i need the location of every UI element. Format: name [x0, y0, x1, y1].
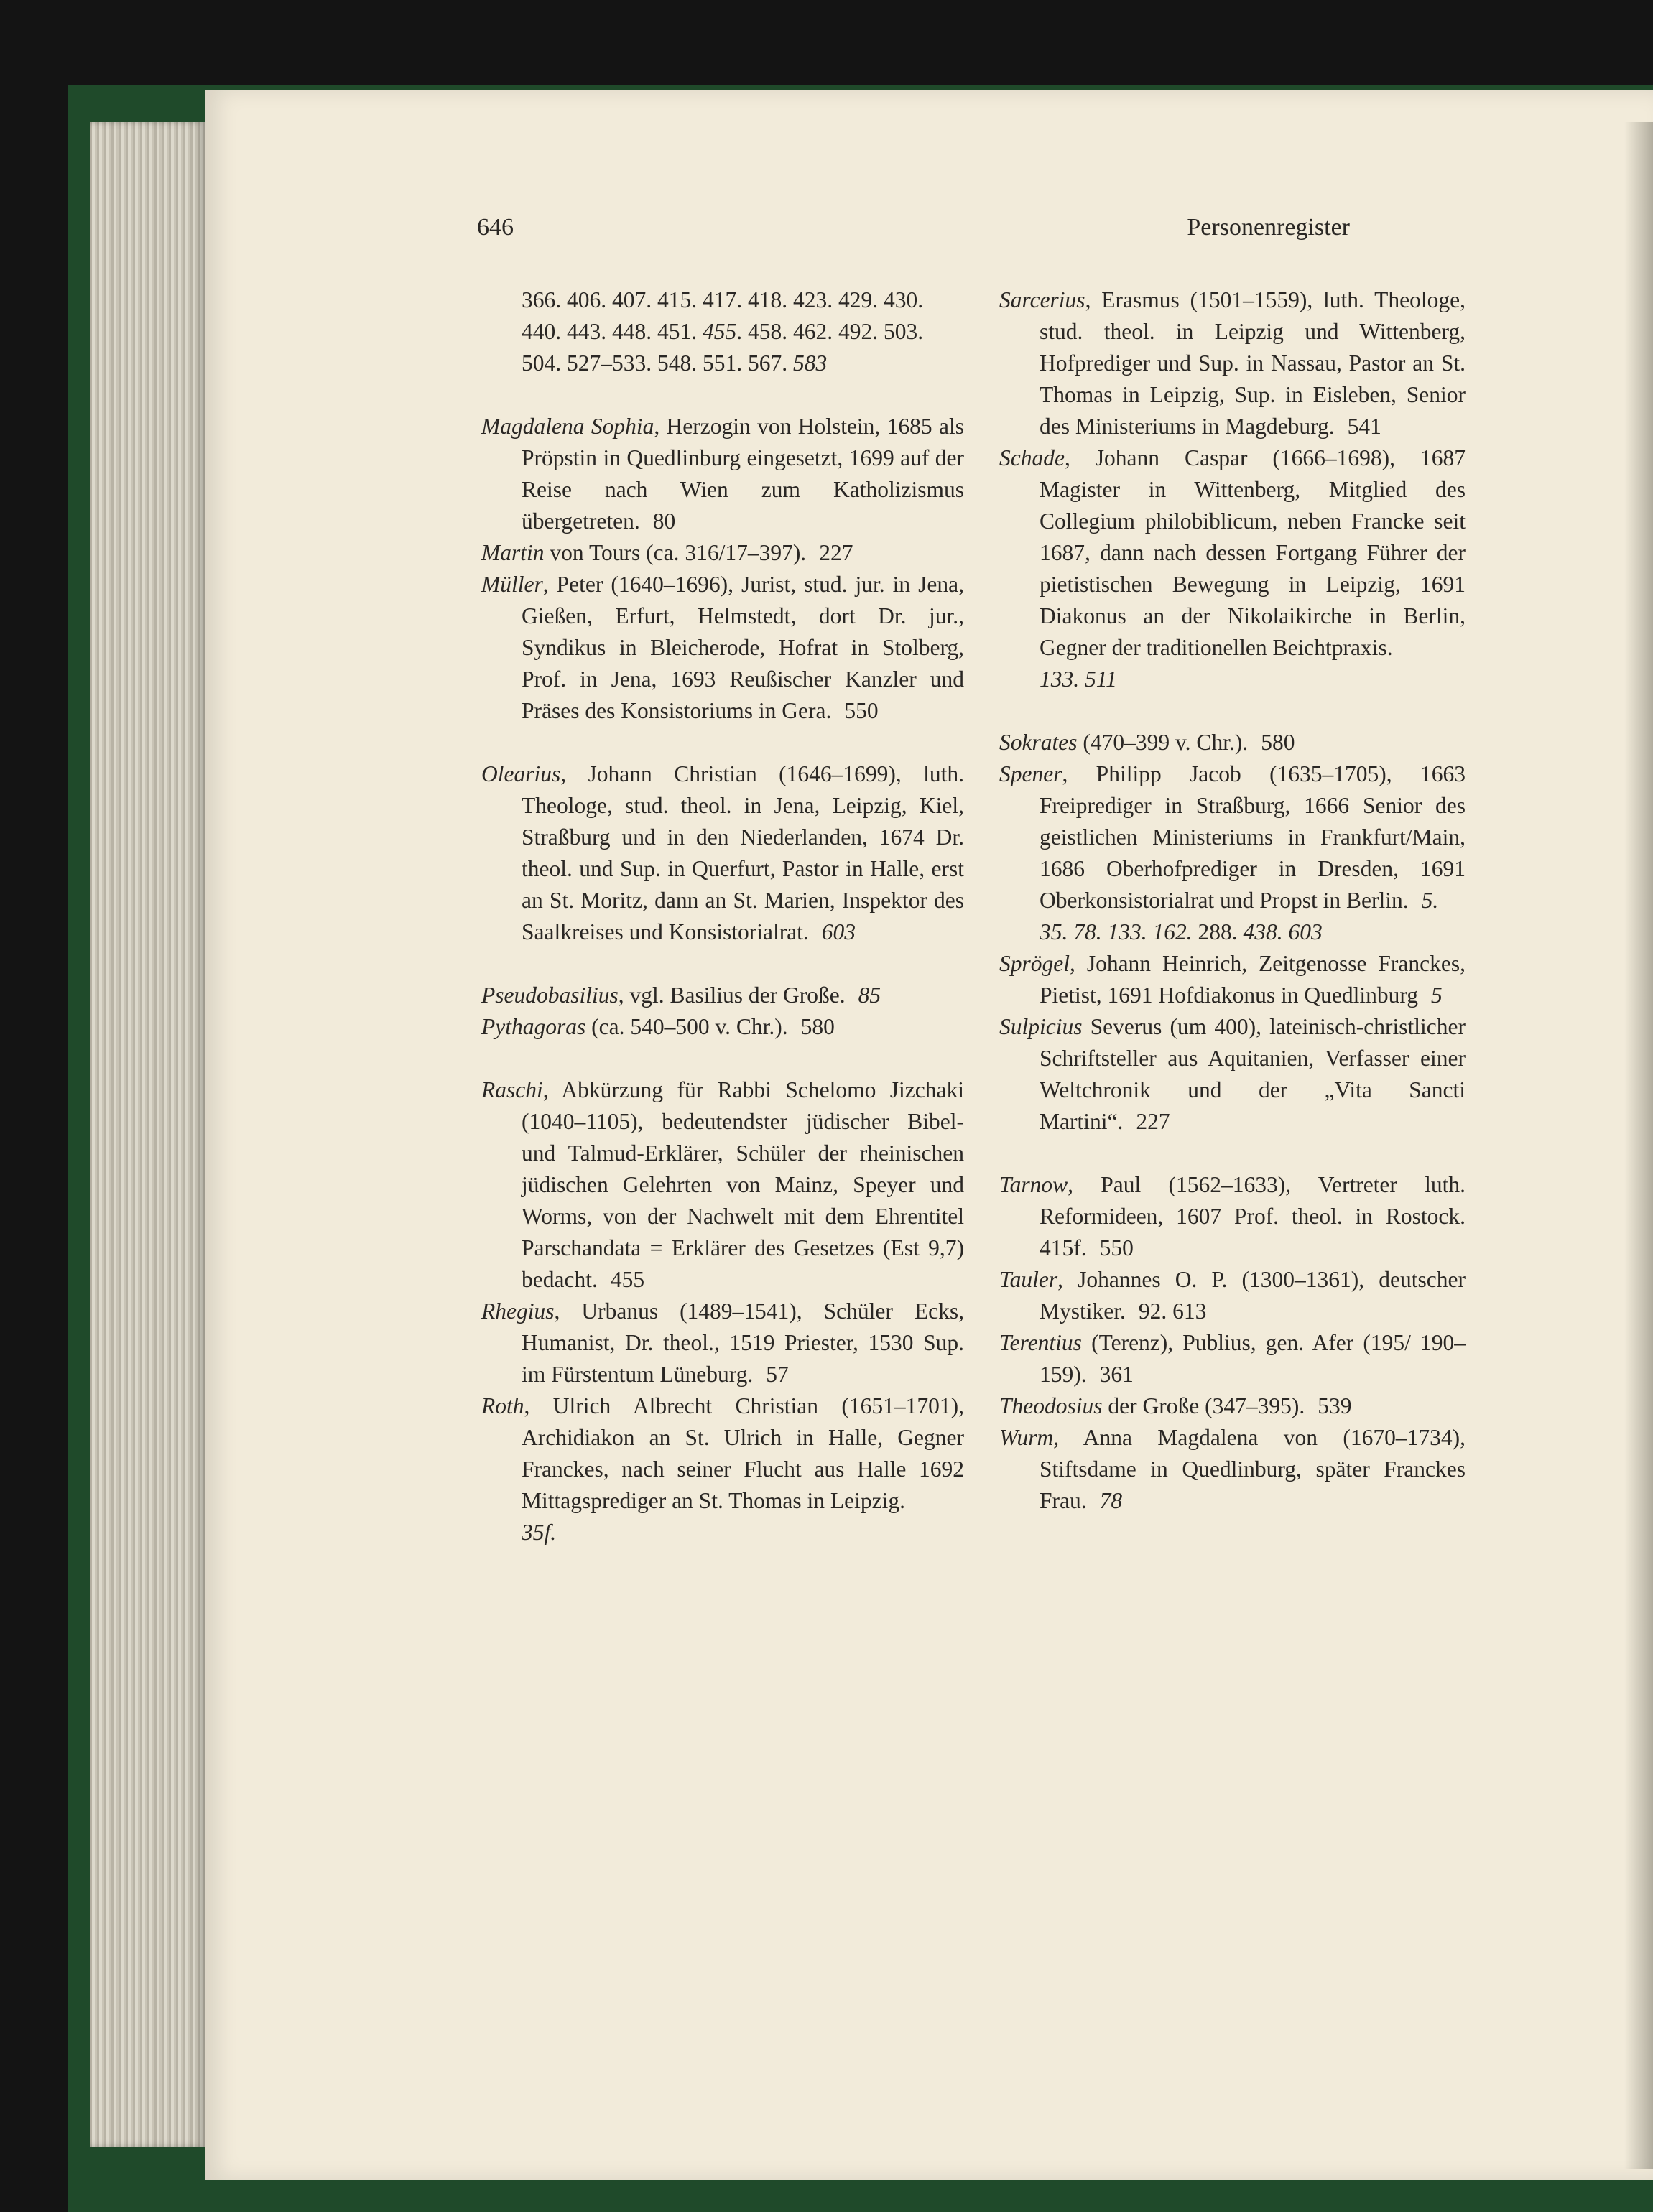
entry-name: Rhegius: [481, 1298, 555, 1324]
entry-text: (470–399 v. Chr.).: [1077, 730, 1249, 755]
entry-ref: 35f.: [522, 1520, 557, 1545]
entry-ref: 580: [1261, 730, 1295, 755]
entry-ref: 603: [821, 919, 856, 944]
continued-references: 366. 406. 407. 415. 417. 418. 423. 429. 430. 440. 443. 448. 451. 455. 458. 462. 492. 503. 504. 527–533. 548. 551. 567. 583: [522, 287, 924, 376]
entry-ref: 541: [1347, 414, 1381, 439]
index-entry: [999, 727, 1466, 758]
page-number: 646: [477, 214, 514, 241]
entry-ref: 550: [844, 698, 879, 723]
running-title: Personenregister: [1187, 214, 1350, 241]
entry-ref: 438: [1243, 919, 1277, 944]
entry-name: Roth: [481, 1393, 524, 1418]
entry-ref: 539: [1318, 1393, 1352, 1418]
entry-text: , Abkürzung für Rabbi Schelomo Jizchaki (1040–1105), bedeutendster jüdischer Bibel- und Talmud-Erklärer, Schüler der rheinischen jüdischen Gelehrten von Mainz, Speyer und Worms, von der Nachwelt mit dem Ehrentitel Parschandata = Erklärer des Gesetzes (Est 9,7) bedacht.: [522, 1077, 964, 1292]
entry-text: , Paul (1562–1633), Vertreter luth. Reformideen, 1607 Prof. theol. in Rostock. 415f.: [1040, 1172, 1466, 1260]
entry-name: Tauler: [999, 1267, 1058, 1292]
index-entry: [999, 1169, 1466, 1264]
index-entry: [481, 1390, 964, 1548]
entry-name: Martin: [481, 540, 545, 565]
entry-ref: . 603: [1277, 919, 1323, 944]
index-entry: [999, 284, 1466, 442]
index-entry: [999, 1264, 1466, 1327]
index-entry: [481, 980, 964, 1011]
entry-name: Sulpicius: [999, 1014, 1083, 1039]
entry-name: Müller: [481, 572, 543, 597]
entry-text: , Erasmus (1501–1559), luth. Theologe, stud. theol. in Leipzig und Wittenberg, Hofprediger und Sup. in Nassau, Pastor an St. Thomas in Leipzig, Sup. in Eisleben, Senior des Ministeriums in Magdeburg.: [1040, 287, 1466, 439]
index-entry: [999, 948, 1466, 1011]
entry-text: Anna Magdalena von (1670–1734), Stiftsdame in Quedlinburg, später Franckes Frau.: [1040, 1425, 1466, 1513]
entry-text: (ca. 540–500 v. Chr.).: [585, 1014, 788, 1039]
index-entry: [999, 1422, 1466, 1517]
entry-name: Sarcerius: [999, 287, 1085, 312]
entry-name: Sprögel: [999, 951, 1070, 976]
entry-name: Raschi: [481, 1077, 543, 1102]
index-entry: [999, 1327, 1466, 1390]
index-entry: [481, 1011, 964, 1043]
page-edges: [90, 122, 205, 2147]
entry-name: Terentius: [999, 1330, 1082, 1355]
entry-text: (Terenz), Publius, gen. Afer (195/ 190–159).: [1040, 1330, 1466, 1387]
index-entry: [481, 569, 964, 727]
entry-text: , Johann Christian (1646–1699), luth. Theologe, stud. theol. in Jena, Leipzig, Kiel, Straßburg und in den Niederlanden, 1674 Dr. theol. und Sup. in Querfurt, Pastor in Halle, erst an St. Moritz, dann an St. Marien, Inspektor des Saalkreises und Konsistorialrat.: [522, 761, 964, 944]
entry-name: Sokrates: [999, 730, 1078, 755]
right-column: [999, 284, 1466, 1517]
entry-ref: 133. 511: [1040, 666, 1117, 692]
left-column: [481, 284, 964, 1548]
entry-ref: 455: [610, 1267, 645, 1292]
index-entry: [481, 1296, 964, 1390]
entry-name: Wurm,: [999, 1425, 1060, 1450]
entry-name: Pseudobasilius: [481, 982, 619, 1008]
entry-name: Theodosius: [999, 1393, 1103, 1418]
entry-ref: 80: [652, 508, 676, 534]
entry-ref: 550: [1099, 1235, 1134, 1260]
index-entry: [481, 758, 964, 948]
entry-text: , Peter (1640–1696), Jurist, stud. jur. in Jena, Gießen, Erfurt, Helmstedt, dort Dr. jur., Syndikus in Bleicherode, Hofrat in Stolberg, Prof. in Jena, 1693 Reußischer Kanzler und Präses des Konsistoriums in Gera.: [522, 572, 964, 723]
index-entry: [481, 537, 964, 569]
entry-name: Olearius: [481, 761, 561, 786]
index-entry: [481, 1074, 964, 1296]
entry-text: , Johann Caspar (1666–1698), 1687 Magister in Wittenberg, Mitglied des Collegium philobiblicum, neben Francke seit 1687, dann nach dessen Fortgang Führer der pietistischen Bewegung in Leipzig, 1691 Diakonus an der Nikolaikirche in Berlin, Gegner der traditionellen Beichtpraxis.: [1040, 445, 1466, 660]
entry-ref: 288.: [1192, 919, 1244, 944]
entry-text: , vgl. Basilius der Große.: [618, 982, 846, 1008]
entry-text: der Große (347–395).: [1102, 1393, 1305, 1418]
entry-ref: 5: [1431, 982, 1443, 1008]
entry-ref: 85: [858, 982, 881, 1008]
entry-ref: 78: [1099, 1488, 1123, 1513]
entry-text: , Johann Heinrich, Zeitgenosse Franckes, Pietist, 1691 Hofdiakonus in Quedlinburg: [1040, 951, 1466, 1008]
entry-name: Pythagoras: [481, 1014, 586, 1039]
entry-name: Tarnow: [999, 1172, 1068, 1197]
entry-ref: 361: [1099, 1362, 1134, 1387]
entry-name: Spener: [999, 761, 1062, 786]
entry-text: von Tours (ca. 316/17–397).: [544, 540, 807, 565]
entry-ref: 57: [766, 1362, 789, 1387]
entry-text: , Urbanus (1489–1541), Schüler Ecks, Humanist, Dr. theol., 1519 Priester, 1530 Sup. im Fürstentum Lüneburg.: [522, 1298, 964, 1387]
entry-text: , Johannes O. P. (1300–1361), deutscher Mystiker.: [1040, 1267, 1466, 1324]
index-entry: [999, 758, 1466, 948]
entry-name: Schade: [999, 445, 1065, 470]
entry-text: , Ulrich Albrecht Christian (1651–1701), Archidiakon an St. Ulrich in Halle, Gegner Franckes, nach seiner Flucht aus Halle 1692 Mittagsprediger an St. Thomas in Leipzig.: [522, 1393, 964, 1513]
entry-text: , Philipp Jacob (1635–1705), 1663 Freiprediger in Straßburg, 1666 Senior des geistlichen Ministeriums in Frankfurt/Main, 1686 Oberhofprediger in Dresden, 1691 Oberkonsistorialrat und Propst in Berlin.: [1040, 761, 1466, 913]
entry-ref: 5.: [1421, 888, 1439, 913]
entry-ref: 92. 613: [1138, 1298, 1207, 1324]
entry-name: Magdalena Sophia: [481, 414, 654, 439]
entry-ref: 35. 78. 133. 162.: [1040, 919, 1193, 944]
entry-text: Severus (um 400), lateinisch-christlicher Schriftsteller aus Aquitanien, Verfasser einer Weltchronik und der „Vita Sancti Martini“.: [1040, 1014, 1466, 1134]
entry-ref: 580: [800, 1014, 835, 1039]
index-entry: [481, 411, 964, 537]
entry-ref: 227: [1136, 1109, 1170, 1134]
index-entry: [999, 1390, 1466, 1422]
entry-text: , Herzogin von Holstein, 1685 als Pröpstin in Quedlinburg eingesetzt, 1699 auf der Reise nach Wien zum Katholizismus übergetreten.: [522, 414, 964, 534]
index-entry: [999, 442, 1466, 695]
page-curl-shadow: [1624, 122, 1653, 2169]
entry-ref: 227: [819, 540, 853, 565]
page-header: [477, 214, 1350, 250]
index-entry: [999, 1011, 1466, 1138]
